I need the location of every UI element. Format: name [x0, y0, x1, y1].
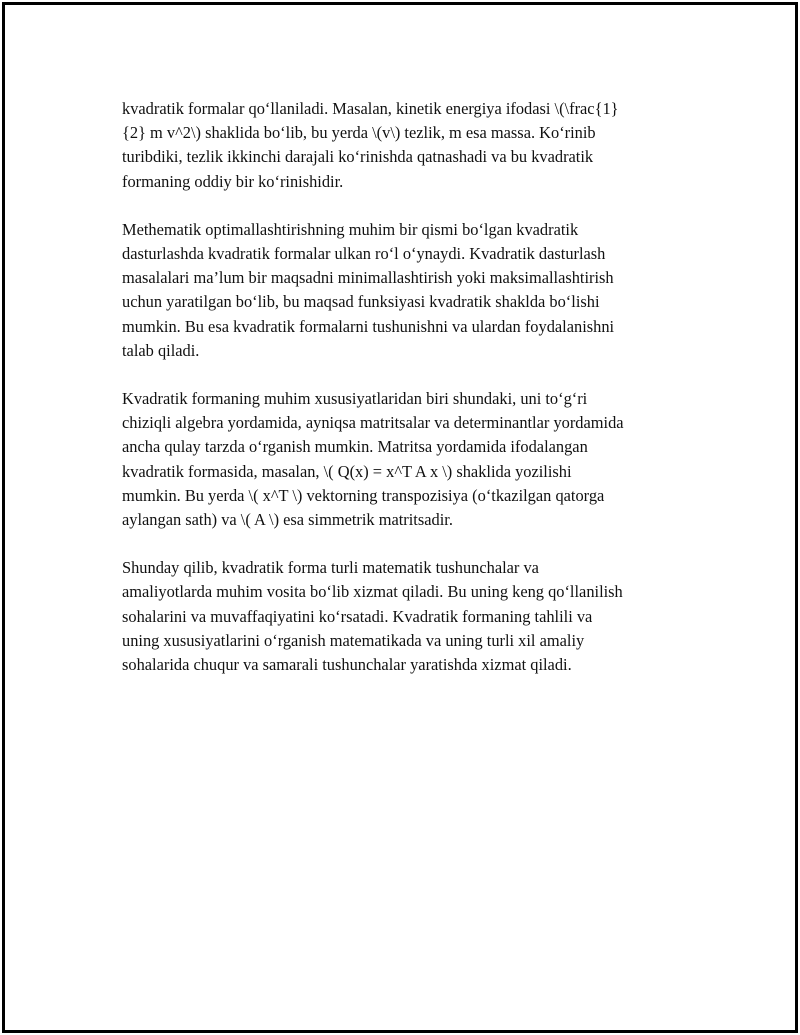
text-line: masalalari ma’lum bir maqsadni minimallashtirish yoki maksimallashtirish: [122, 268, 614, 288]
paragraph-quadratic-programming: [122, 218, 682, 363]
text-line: dasturlashda kvadratik formalar ulkan ro‘l o‘ynaydi. Kvadratik dasturlash: [122, 244, 606, 264]
text-line: Kvadratik formaning muhim xususiyatlaridan biri shundaki, uni to‘g‘ri: [122, 389, 588, 409]
text-line: amaliyotlarda muhim vosita bo‘lib xizmat qiladi. Bu uning keng qo‘llanilish: [122, 582, 623, 602]
text-line: Shunday qilib, kvadratik forma turli matematik tushunchalar va: [122, 558, 539, 578]
text-line: mumkin. Bu esa kvadratik formalarni tushunishni va ulardan foydalanishni: [122, 316, 615, 336]
text-line: uning xususiyatlarini o‘rganish matematikada va uning turli xil amaliy: [122, 630, 585, 650]
text-line: sohalarida chuqur va samarali tushunchalar yaratishda xizmat qiladi.: [122, 655, 572, 675]
text-line: talab qiladi.: [122, 340, 200, 360]
text-line: mumkin. Bu yerda \( x^T \) vektorning transpozisiya (o‘tkazilgan qatorga: [122, 485, 605, 505]
paragraph-matrix-form: [122, 387, 682, 532]
document-body: [122, 97, 682, 701]
paragraph-kinetic-energy: [122, 97, 682, 194]
text-line: {2} m v^2\) shaklida bo‘lib, bu yerda \(v\) tezlik, m esa massa. Ko‘rinib: [122, 123, 596, 143]
text-line: kvadratik formasida, masalan, \( Q(x) = x^T A x \) shaklida yozilishi: [122, 461, 572, 481]
text-line: sohalarini va muvaffaqiyatini ko‘rsatadi. Kvadratik formaning tahlili va: [122, 606, 593, 626]
text-line: formaning oddiy bir ko‘rinishidir.: [122, 171, 344, 191]
text-line: Methematik optimallashtirishning muhim bir qismi bo‘lgan kvadratik: [122, 219, 579, 239]
text-line: kvadratik formalar qo‘llaniladi. Masalan, kinetik energiya ifodasi \(\frac{1}: [122, 99, 619, 118]
text-line: uchun yaratilgan bo‘lib, bu maqsad funksiyasi kvadratik shaklda bo‘lishi: [122, 292, 600, 312]
text-line: turibdiki, tezlik ikkinchi darajali ko‘rinishda qatnashadi va bu kvadratik: [122, 147, 594, 167]
text-line: ancha qulay tarzda o‘rganish mumkin. Matritsa yordamida ifodalangan: [122, 437, 588, 457]
text-line: chiziqli algebra yordamida, ayniqsa matritsalar va determinantlar yordamida: [122, 413, 624, 433]
page-frame: [2, 2, 798, 1033]
paragraph-conclusion: [122, 556, 682, 677]
text-line: aylangan sath) va \( A \) esa simmetrik matritsadir.: [122, 510, 453, 530]
